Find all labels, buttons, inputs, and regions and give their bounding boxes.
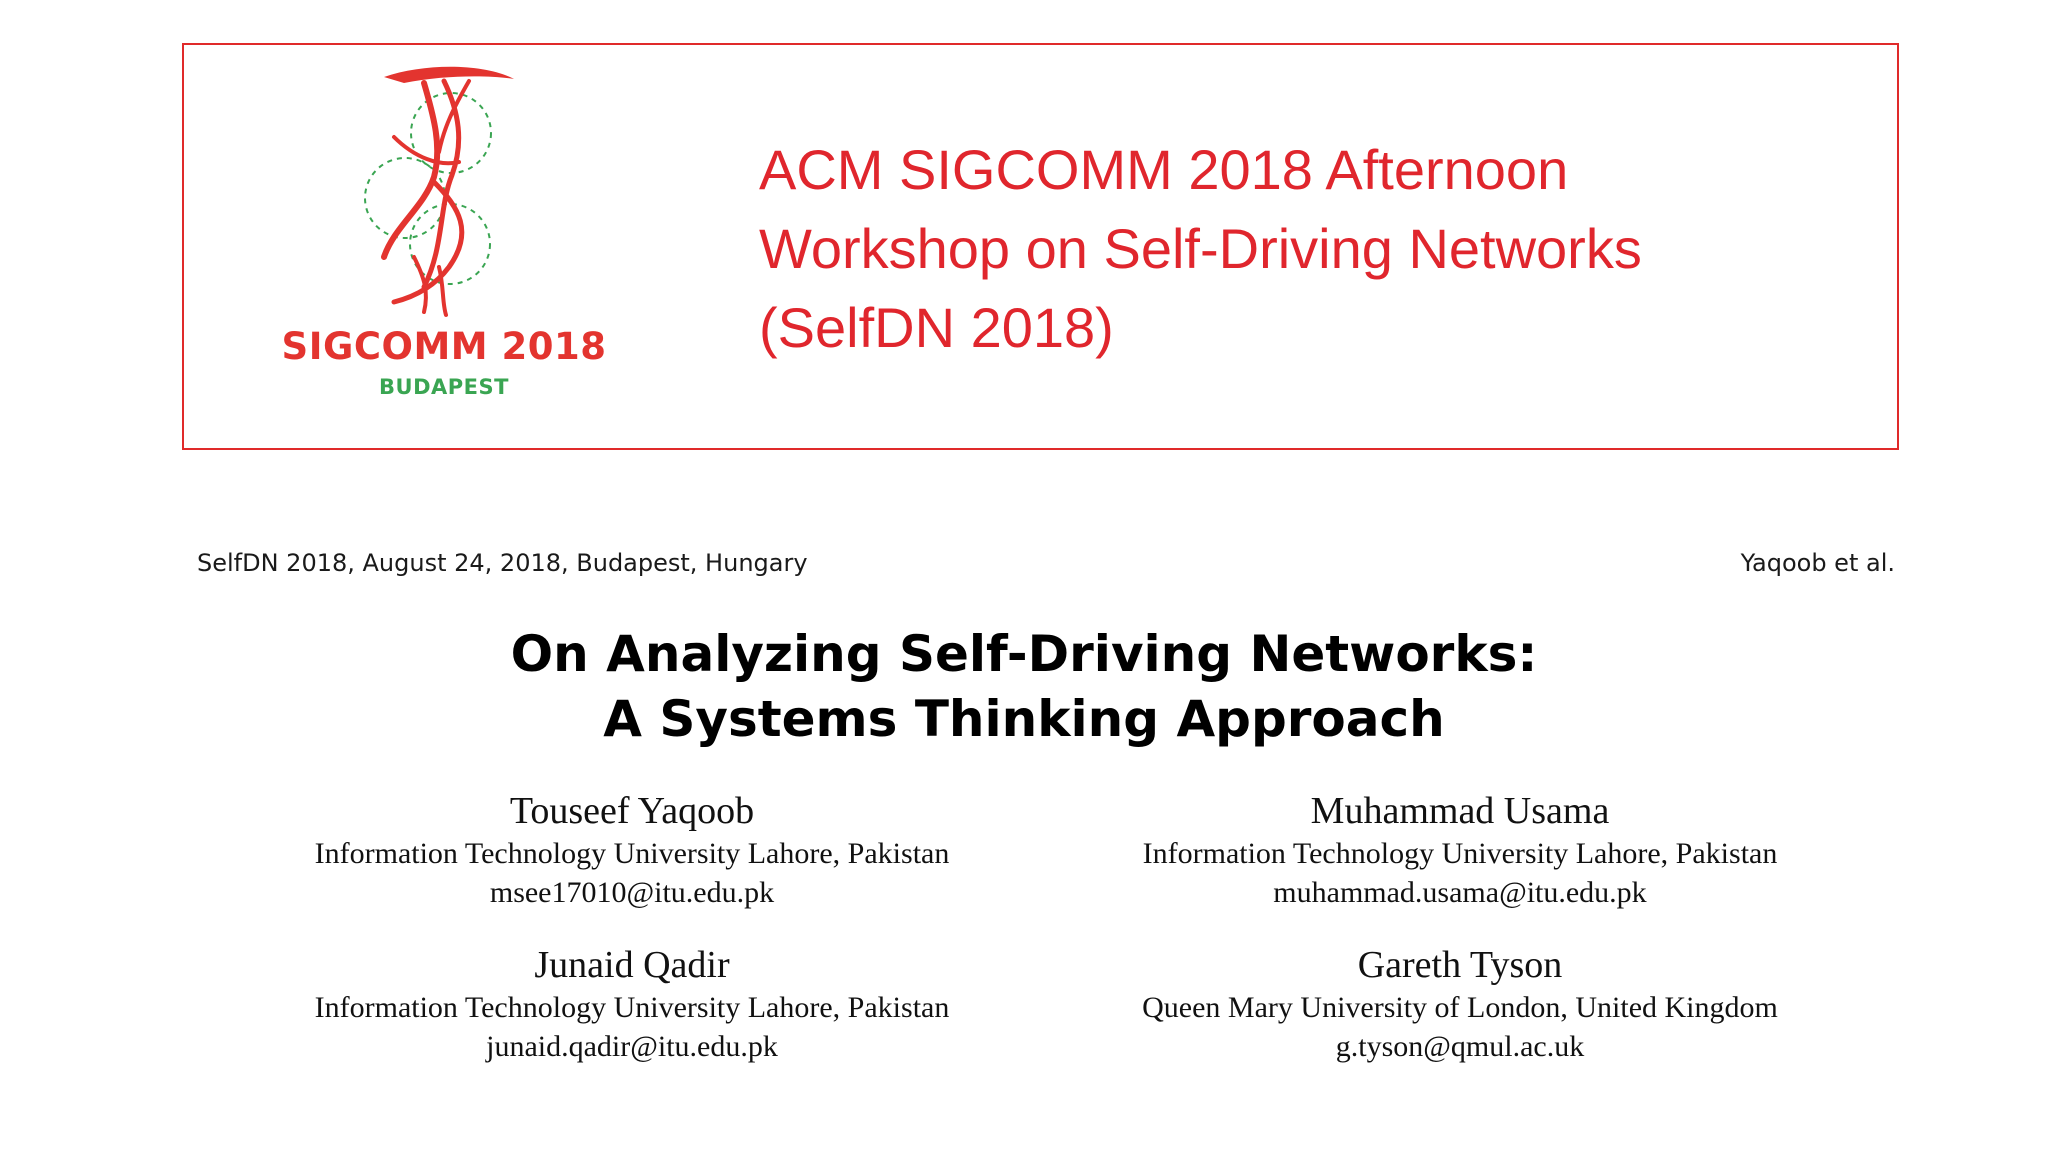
- author-affiliation: Information Technology University Lahore, Pakistan: [314, 991, 950, 1024]
- author-email: g.tyson@qmul.ac.uk: [1335, 1030, 1585, 1063]
- author-block: [1060, 788, 1860, 912]
- logo-title: SIGCOMM 2018: [281, 325, 607, 368]
- sigcomm-logo: [274, 57, 634, 437]
- running-header-venue: SelfDN 2018, August 24, 2018, Budapest, Hungary: [197, 549, 808, 577]
- author-affiliation: Information Technology University Lahore, Pakistan: [314, 837, 950, 870]
- workshop-heading: [759, 130, 1869, 367]
- workshop-heading-line: Workshop on Self-Driving Networks: [759, 217, 1642, 280]
- workshop-banner: [182, 43, 1899, 450]
- dancer-emblem-icon: [274, 57, 614, 327]
- author-email: junaid.qadir@itu.edu.pk: [486, 1030, 778, 1063]
- author-email: muhammad.usama@itu.edu.pk: [1273, 876, 1647, 909]
- author-name: Touseef Yaqoob: [509, 790, 755, 832]
- author-name: Muhammad Usama: [1310, 790, 1610, 832]
- author-name: Junaid Qadir: [534, 944, 730, 986]
- author-block: [232, 788, 1032, 912]
- paper-title-line: On Analyzing Self-Driving Networks:: [510, 625, 1538, 683]
- author-affiliation: Queen Mary University of London, United Kingdom: [1142, 991, 1778, 1024]
- running-header-authors: Yaqoob et al.: [1740, 549, 1895, 577]
- paper-title: [0, 622, 2048, 752]
- author-block: [1060, 942, 1860, 1066]
- workshop-heading-line: (SelfDN 2018): [759, 296, 1114, 359]
- author-name: Gareth Tyson: [1357, 944, 1563, 986]
- paper-title-line: A Systems Thinking Approach: [603, 690, 1445, 748]
- author-email: msee17010@itu.edu.pk: [489, 876, 775, 909]
- author-block: [232, 942, 1032, 1066]
- author-affiliation: Information Technology University Lahore, Pakistan: [1142, 837, 1778, 870]
- logo-city: BUDAPEST: [379, 375, 509, 399]
- workshop-heading-line: ACM SIGCOMM 2018 Afternoon: [759, 138, 1569, 201]
